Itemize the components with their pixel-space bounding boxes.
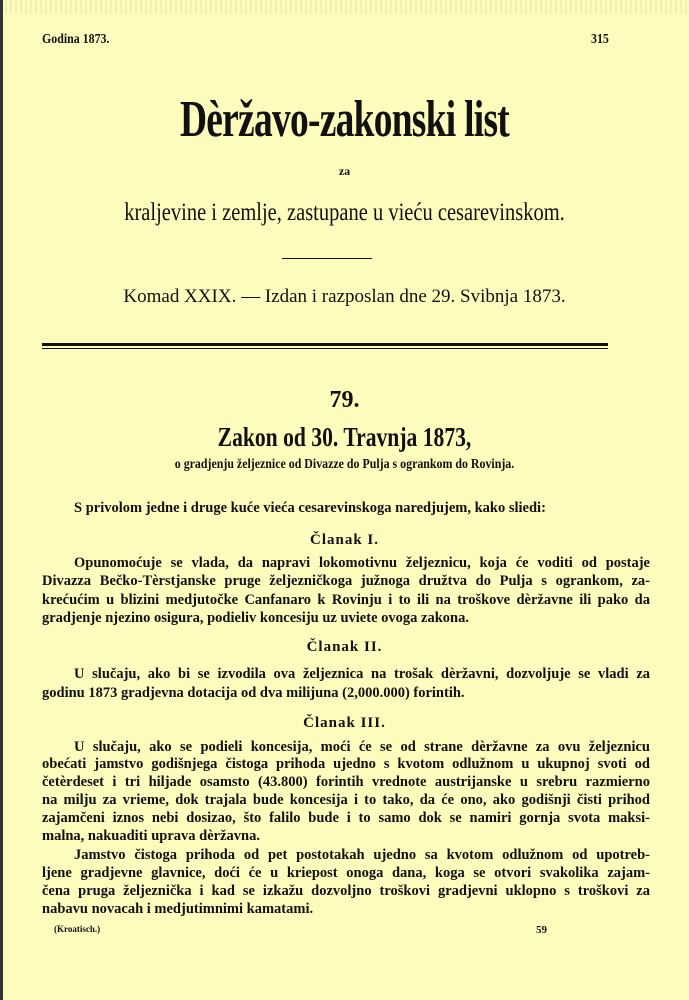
text-line: Jamstvo čistoga prihoda od pet postotakah ujedno sa kvotom odlužnom od upotreb- bbox=[74, 847, 650, 863]
double-rule-top bbox=[42, 343, 608, 346]
scan-noise bbox=[0, 0, 689, 14]
sheet-number: 59 bbox=[536, 924, 547, 936]
text-line: malna, nakuaditi uprava dèržavna. bbox=[42, 828, 260, 844]
text-line: Divazza Bečko-Tèrstjanske pruge željezničkoga južnoga družtva do Pulja s ogrankom, za- bbox=[42, 573, 650, 589]
publication-title: Dèržavo-zakonski list bbox=[179, 91, 510, 148]
law-subtitle: o gradjenju željeznice od Divazze do Pulja s ogrankom do Rovinja. bbox=[174, 457, 515, 472]
page-number: 315 bbox=[591, 32, 609, 47]
language-note: (Kroatisch.) bbox=[54, 924, 101, 934]
text-line: godinu 1873 gradjevna dotacija od dva milijuna (2,000.000) forintih. bbox=[42, 685, 465, 701]
short-divider bbox=[282, 258, 372, 259]
article-heading: Članak III. bbox=[303, 715, 386, 731]
preamble: S privolom jedne i druge kuće vieća cesarevinskoga naredjujem, kako sliedi: bbox=[74, 500, 546, 516]
article-heading: Članak I. bbox=[309, 532, 380, 548]
article-heading: Članak II. bbox=[306, 639, 383, 655]
publication-subtitle: kraljevine i zemlje, zastupane u vieću cesarevinskom. bbox=[124, 199, 565, 226]
text-line: čena pruga željeznička i kad se izkažu dozvoljno troškovi gradjevni uklopno s troškovi za bbox=[42, 883, 650, 899]
text-line: U slučaju, ako bi se izvodila ova željeznica na trošak dèržavni, dozvoljuje se vladi za bbox=[74, 666, 650, 682]
text-line: četèrdeset i tri hiljade osamsto (43.800) forintih vrednote austrijanske u srebru razmierno bbox=[42, 774, 650, 790]
text-line: nabavu novacah i medjutimnimi kamatami. bbox=[42, 901, 314, 917]
law-title: Zakon od 30. Travnja 1873, bbox=[217, 422, 472, 452]
title-za: za bbox=[338, 164, 351, 178]
year-header: Godina 1873. bbox=[42, 32, 110, 47]
text-line: U slučaju, ako se podieli koncesija, moći će se od strane dèržavne za ovu željeznicu bbox=[74, 739, 650, 755]
text-line: gradjenje njezino osigura, podieliv koncesiju uz uviete ovoga zakona. bbox=[42, 610, 469, 626]
text-line: Opunomoćuje se vlada, da napravi lokomotivnu željeznicu, koja će voditi od postaje bbox=[74, 555, 650, 571]
text-line: krećućim u blizini medjutočke Canfanaro k Rovinju i to ili na troškove dèržavne ili pako da bbox=[42, 592, 650, 608]
text-line: zajamčeni iznos nebi dosizao, što falilo bude i to samo dok se namiri gornja svota maksi- bbox=[42, 810, 650, 826]
page-edge bbox=[0, 0, 3, 1000]
text-line: na milju za vrieme, dok trajala bude koncesija i to tako, da će ono, ako godišnji čisti prihod bbox=[42, 792, 650, 808]
double-rule-bottom bbox=[42, 348, 608, 349]
text-line: ljene gradjevne glavnice, doći će u kriepost onoga dana, koga se otvori svakolika zajam- bbox=[42, 865, 650, 881]
law-number: 79. bbox=[329, 387, 360, 413]
text-line: obećati jamstvo godišnjega čistoga prihoda ujedno s kvotom odlužnom u ukupnoj svoti od bbox=[42, 756, 650, 772]
issue-line: Komad XXIX. — Izdan i razposlan dne 29. Svibnja 1873. bbox=[123, 286, 566, 307]
